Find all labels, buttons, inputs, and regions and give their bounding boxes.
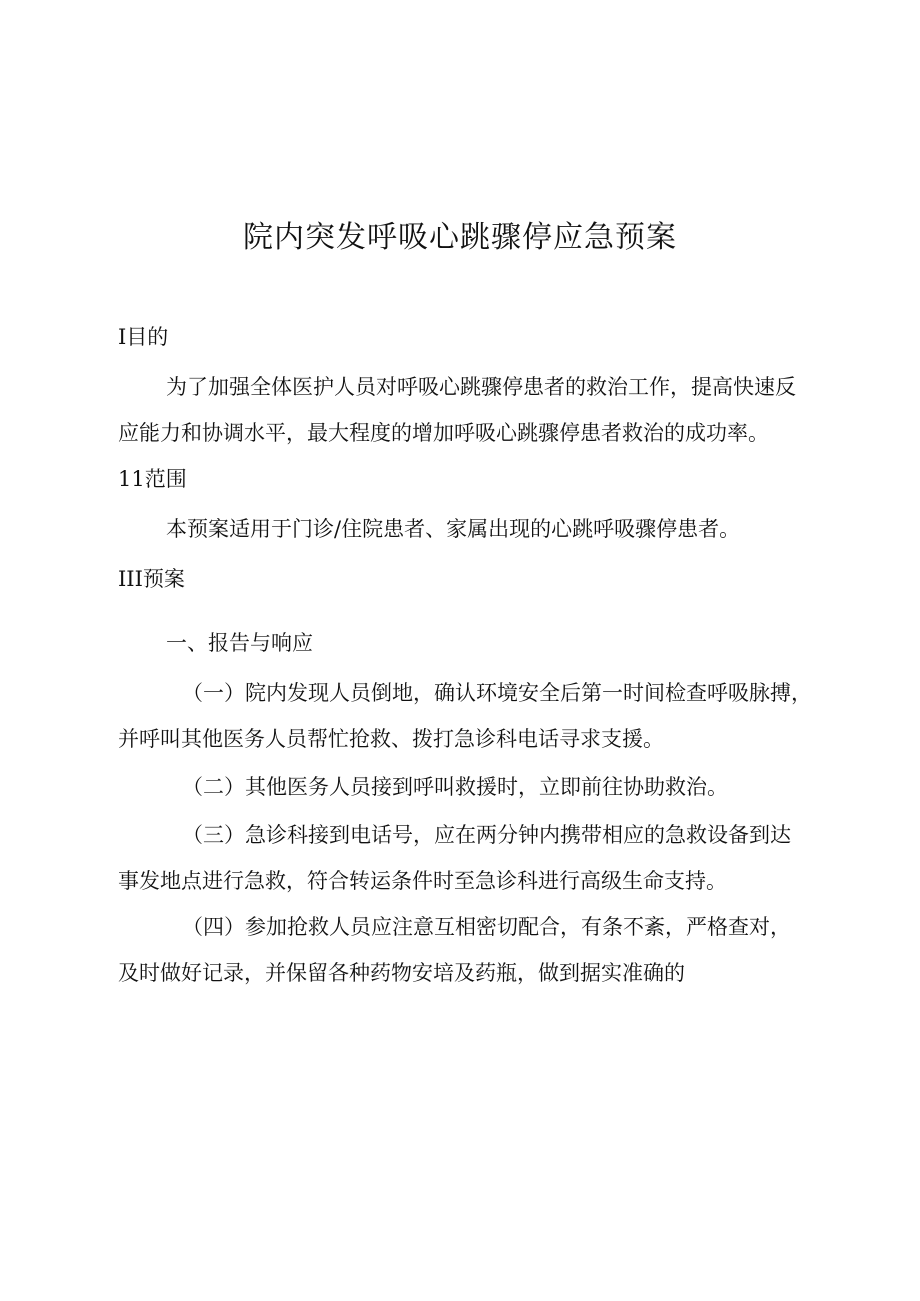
- item-4-line-1: （四）参加抢救人员应注意互相密切配合，有条不紊，严格查对，: [182, 915, 791, 939]
- section-heading-plan: III预案: [118, 567, 185, 591]
- item-3-line-1: （三）急诊科接到电话号，应在两分钟内携带相应的急救设备到达: [182, 823, 791, 847]
- document-title: 院内突发呼吸心跳骤停应急预案: [243, 220, 677, 255]
- item-1-line-2: 并呼叫其他医务人员帮忙抢救、拨打急诊科电话寻求支援。: [118, 727, 664, 751]
- item-3-line-2: 事发地点进行急救，符合转运条件时至急诊科进行高级生命支持。: [118, 869, 727, 893]
- item-4-line-2: 及时做好记录，并保留各种药物安培及药瓶，做到据实准确的: [118, 961, 685, 985]
- paragraph-purpose-line-2: 应能力和协调水平，最大程度的增加呼吸心跳骤停患者救治的成功率。: [118, 421, 769, 445]
- subheading-report-response: 一、报告与响应: [166, 631, 313, 655]
- paragraph-purpose-line-1: 为了加强全体医护人员对呼吸心跳骤停患者的救治工作，提高快速反: [166, 375, 796, 399]
- item-2: （二）其他医务人员接到呼叫救援时，立即前往协助救治。: [182, 775, 728, 799]
- item-1-line-1: （一）院内发现人员倒地，确认环境安全后第一时间检查呼吸脉搏，: [182, 681, 812, 705]
- paragraph-scope: 本预案适用于门诊/住院患者、家属出现的心跳呼吸骤停患者。: [166, 517, 741, 541]
- section-heading-scope: 11范围: [118, 467, 187, 491]
- section-heading-purpose: I目的: [118, 325, 169, 349]
